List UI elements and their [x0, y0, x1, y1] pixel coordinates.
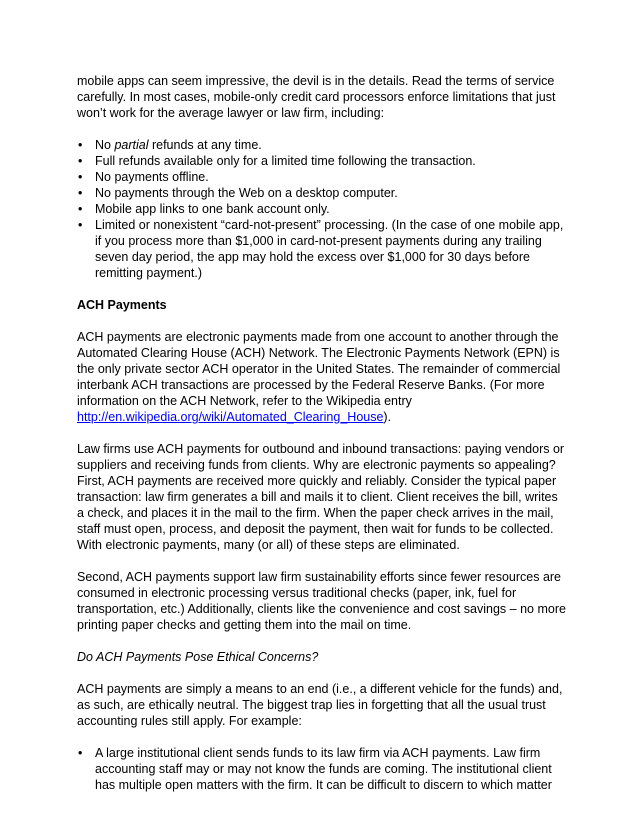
list-item-text: Limited or nonexistent “card-not-present” processing. (In the case of one mobile app, if you process more than $1,000 in card-not-present payments during any trailing seven day period, the app may hold the excess over $1,000 for 30 days before remitting payment.) — [95, 218, 564, 280]
list-item — [77, 153, 567, 169]
wikipedia-ach-link[interactable]: http://en.wikipedia.org/wiki/Automated_Clearing_House — [77, 410, 384, 424]
intro-paragraph: mobile apps can seem impressive, the devil is in the details. Read the terms of service carefully. In most cases, mobile-only credit card processors enforce limitations that just won’t work for the average lawyer or law firm, including: — [77, 74, 556, 120]
list-item — [77, 185, 567, 201]
ethics-paragraph: ACH payments are simply a means to an end (i.e., a different vehicle for the funds) and, as such, are ethically neutral. The biggest trap lies in forgetting that all the usual trust accounting rules still apply. For example: — [77, 682, 563, 728]
list-item — [77, 201, 567, 217]
list-item-text-suffix: refunds at any time. — [148, 138, 262, 152]
bullet-icon: • — [78, 746, 83, 760]
list-item-text-prefix: No — [95, 138, 115, 152]
list-item-text: Full refunds available only for a limited time following the transaction. — [95, 154, 476, 168]
list-item — [77, 217, 567, 281]
list-item-text: No payments through the Web on a desktop computer. — [95, 186, 398, 200]
ach-paragraph-2: Law firms use ACH payments for outbound and inbound transactions: paying vendors or suppliers and receiving funds from clients. Why are electronic payments so appealing? First, ACH payments are received more quickly and reliably. Consider the typical paper transaction: law firm generates a bill and mails it to client. Client receives the bill, writes a check, and places it in the mail to the firm. When the paper check arrives in the mail, staff must open, process, and deposit the payment, then wait for funds to be collected. With electronic payments, many (or all) of these steps are eliminated. — [77, 442, 565, 552]
list-item-text: Mobile app links to one bank account only. — [95, 202, 330, 216]
ethics-heading: Do ACH Payments Pose Ethical Concerns? — [77, 650, 319, 664]
ach-payments-heading: ACH Payments — [77, 298, 167, 312]
list-item-text: No payments offline. — [95, 170, 209, 184]
list-item — [77, 745, 567, 793]
list-item — [77, 137, 567, 153]
ach-paragraph-1-end: ). — [383, 410, 392, 424]
ach-paragraph-1-text: ACH payments are electronic payments made from one account to another through the Automated Clearing House (ACH) Network. The Electronic Payments Network (EPN) is the only private sector ACH operator in the United States. The remainder of commercial interbank ACH transactions are processed by the Federal Reserve Banks. (For more information on the ACH Network, refer to the Wikipedia entry — [77, 330, 561, 408]
bullet-icon: • — [78, 154, 83, 168]
list-item — [77, 169, 567, 185]
limitations-list — [77, 137, 567, 281]
bullet-icon: • — [78, 218, 83, 232]
bullet-icon: • — [78, 186, 83, 200]
list-item-text: A large institutional client sends funds to its law firm via ACH payments. Law firm accounting staff may or may not know the funds are coming. The institutional client has multiple open matters with the firm. It can be difficult to discern to which matter — [95, 746, 552, 792]
ach-paragraph-3: Second, ACH payments support law firm sustainability efforts since fewer resources are consumed in electronic processing versus traditional checks (paper, ink, fuel for transportation, etc.) Additionally, clients like the convenience and cost savings – no more printing paper checks and getting them into the mail on time. — [77, 570, 566, 632]
bullet-icon: • — [78, 202, 83, 216]
example-list — [77, 745, 567, 793]
list-item-emphasis: partial — [114, 138, 149, 152]
bullet-icon: • — [78, 170, 83, 184]
page-content — [77, 73, 567, 793]
ach-paragraph-1 — [77, 329, 567, 425]
bullet-icon: • — [78, 138, 83, 152]
